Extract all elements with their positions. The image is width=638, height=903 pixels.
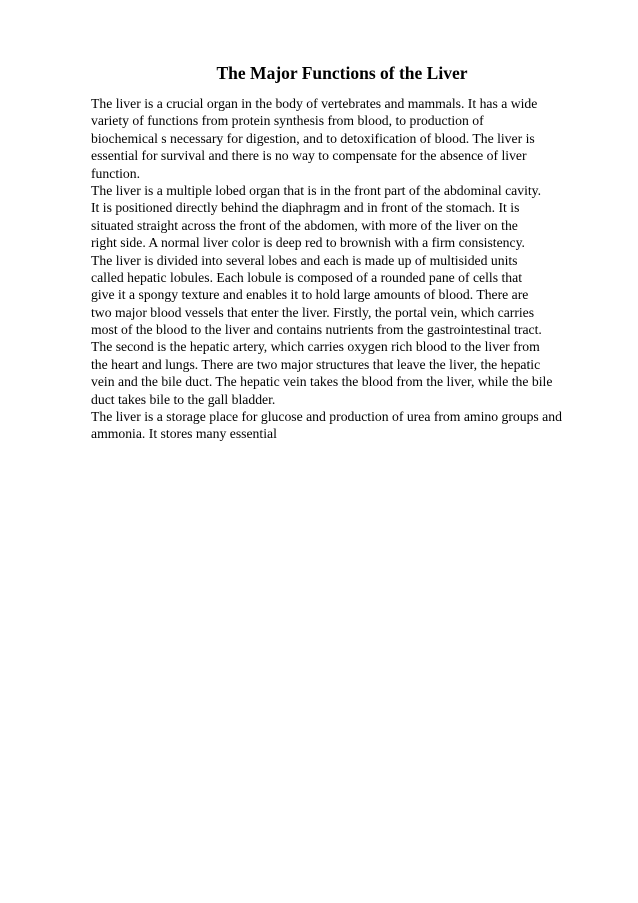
text-line: most of the blood to the liver and contains nutrients from the gastrointestinal tract.	[91, 322, 542, 338]
document-body	[91, 95, 631, 443]
text-line: It is positioned directly behind the diaphragm and in front of the stomach. It is	[91, 200, 520, 216]
text-line: The second is the hepatic artery, which carries oxygen rich blood to the liver from	[91, 339, 540, 355]
text-line: duct takes bile to the gall bladder.	[91, 391, 276, 407]
text-line: variety of functions from protein synthesis from blood, to production of	[91, 113, 484, 129]
document-title: The Major Functions of the Liver	[216, 63, 468, 83]
text-line: give it a spongy texture and enables it to hold large amounts of blood. There are	[91, 287, 529, 303]
text-line: essential for survival and there is no way to compensate for the absence of liver	[91, 148, 527, 164]
text-line: The liver is a multiple lobed organ that is in the front part of the abdominal cavity.	[91, 182, 542, 198]
text-line: The liver is divided into several lobes and each is made up of multisided units	[91, 252, 518, 268]
text-line: called hepatic lobules. Each lobule is composed of a rounded pane of cells that	[91, 269, 523, 285]
text-line: situated straight across the front of the abdomen, with more of the liver on the	[91, 217, 518, 233]
text-line: function.	[91, 165, 141, 181]
text-line: biochemical s necessary for digestion, and to detoxification of blood. The liver is	[91, 130, 535, 146]
text-line: The liver is a crucial organ in the body of vertebrates and mammals. It has a wide	[91, 96, 538, 111]
text-line: two major blood vessels that enter the liver. Firstly, the portal vein, which carries	[91, 304, 535, 320]
text-line: The liver is a storage place for glucose and production of urea from amino groups and	[91, 409, 562, 425]
text-line: ammonia. It stores many essential	[91, 426, 277, 442]
text-line: right side. A normal liver color is deep red to brownish with a firm consistency.	[91, 235, 525, 251]
text-line: the heart and lungs. There are two major structures that leave the liver, the hepatic	[91, 356, 541, 372]
text-line: vein and the bile duct. The hepatic vein takes the blood from the liver, while the bile	[91, 374, 553, 390]
